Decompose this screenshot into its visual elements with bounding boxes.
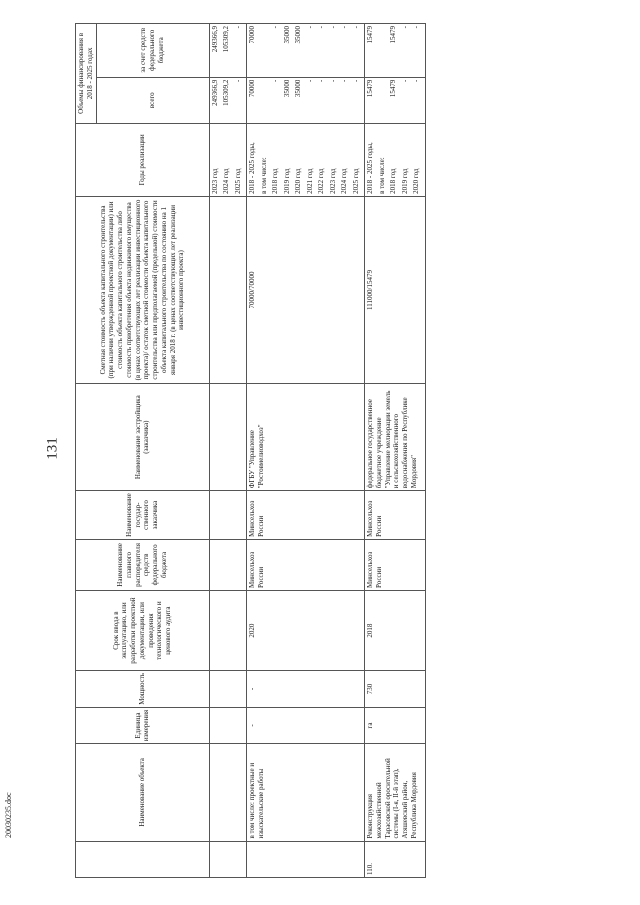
footer-filename: 20030235.doc	[4, 792, 13, 838]
header-term: Срок ввода в эксплуатацию, или разработки проектной документации, или проведения технологического и ценового аудита	[76, 590, 210, 670]
object-capacity: 730	[365, 671, 426, 707]
table-row	[247, 24, 365, 878]
header-unit: Единица измерения	[76, 707, 210, 743]
year-label: 2024 год	[340, 168, 348, 194]
amount-value	[378, 26, 390, 75]
amount-value: -	[271, 26, 279, 29]
object-term: 2018	[365, 590, 426, 670]
year-label: 2023 год	[328, 168, 337, 194]
year-label: 2018 - 2025 годы,	[248, 142, 256, 194]
object-distributor: Минсельхоз России	[247, 539, 365, 590]
amount-value: 35000	[294, 26, 302, 44]
object-unit: -	[247, 707, 365, 743]
header-years: Годы реализации	[76, 123, 210, 196]
year-label: 2018 - 2025 годы,	[366, 142, 374, 194]
years-cell	[247, 123, 365, 196]
header-funding: Объемы финансирования в 2018 - 2025 годах	[76, 24, 97, 124]
amount-value: -	[340, 26, 348, 29]
amount-value: -	[233, 79, 242, 82]
year-label: 2018 год	[271, 168, 279, 194]
amount-value: -	[233, 26, 242, 29]
amount-value: 249366,9	[210, 79, 219, 106]
header-distributor: Наименование главного распорядителя средств федерального бюджета	[76, 539, 210, 590]
year-label: 2024 год	[222, 168, 230, 194]
object-term: 2020	[247, 590, 365, 670]
amount-value: -	[400, 79, 409, 82]
amount-value: 35000	[282, 26, 291, 44]
federal-cell	[247, 24, 365, 78]
year-label: 2022 год	[317, 168, 325, 194]
amount-value: -	[351, 26, 360, 29]
header-developer: Наименование застройщика (заказчика)	[76, 384, 210, 491]
amount-value	[260, 26, 272, 75]
rotated-table-sheet	[75, 23, 635, 878]
amount-value: 15479	[389, 26, 397, 44]
federal-cell	[365, 24, 426, 78]
year-label: 2025 год	[233, 168, 242, 194]
amount-value: -	[317, 26, 325, 29]
amount-value: -	[400, 26, 409, 29]
object-developer: федеральное государственное бюджетное учреждение "Управление мелиорации земель и сельскохозяйственного водоснабжения по Республике Мордовия"	[365, 384, 426, 491]
header-customer: Наименование государ-ственного заказчика	[76, 491, 210, 540]
year-label: 2019 год	[400, 168, 409, 194]
year-label: 2018 год	[389, 168, 397, 194]
table-row	[365, 24, 426, 878]
amount-value: 70000	[248, 26, 256, 44]
amount-value: -	[340, 79, 348, 82]
object-distributor: Минсельхоз России	[365, 539, 426, 590]
amount-value	[260, 80, 272, 121]
object-name: Реконструкция межхозяйственной Тарасовской оросительной системы (I-я, II-й этап), Атяшевский район, Республика Мордовия	[365, 744, 426, 841]
amount-value: -	[305, 79, 314, 82]
year-label: 2020 год	[294, 168, 302, 194]
amount-value: -	[351, 79, 360, 82]
amount-value: 15479	[366, 79, 374, 98]
amount-value: -	[412, 26, 420, 29]
object-customer: Минсельхоз России	[247, 491, 365, 540]
amount-value	[378, 80, 390, 121]
year-label: 2025 год	[351, 168, 360, 194]
table-row	[209, 24, 247, 878]
object-developer: ФГБУ "Управление "Ростовмелиоводхоз"	[247, 384, 365, 491]
amount-value: -	[328, 79, 337, 82]
object-cost: 111000/15479	[365, 196, 426, 383]
year-label: в том числе:	[259, 157, 268, 194]
amount-value: 70000	[248, 79, 256, 98]
amount-value: 105309,2	[222, 26, 230, 53]
header-federal: за счет средств федерального бюджета	[96, 24, 209, 78]
amount-value: -	[328, 26, 337, 29]
year-label: 2020 год	[412, 168, 420, 194]
object-name: в том числе: проектные и изыскательские работы	[247, 744, 365, 841]
amount-value: 15479	[389, 79, 397, 98]
header-capacity: Мощность	[76, 671, 210, 707]
year-label: 2019 год	[282, 168, 291, 194]
investment-table	[75, 23, 426, 878]
amount-value: 35000	[282, 79, 291, 98]
amount-value: -	[317, 79, 325, 82]
top-federal-cell	[209, 24, 247, 78]
amount-value: 15479	[366, 26, 374, 44]
year-label: 2021 год	[305, 168, 314, 194]
amount-value: -	[305, 26, 314, 29]
object-capacity: -	[247, 671, 365, 707]
total-cell	[247, 77, 365, 123]
header-num	[76, 841, 210, 877]
years-cell	[365, 123, 426, 196]
amount-value: -	[271, 79, 279, 82]
total-cell	[365, 77, 426, 123]
year-label: 2023 год	[210, 168, 219, 194]
amount-value: -	[412, 79, 420, 82]
object-cost: 70000/70000	[247, 196, 365, 383]
object-number: 110.	[365, 841, 426, 877]
amount-value: 105309,2	[222, 79, 230, 106]
object-customer: Минсельхоз России	[365, 491, 426, 540]
top-total-cell	[209, 77, 247, 123]
header-total: всего	[96, 77, 209, 123]
page-number: 131	[44, 437, 61, 460]
header-name: Наименование объекта	[76, 744, 210, 841]
header-cost: Сметная стоимость объекта капитального строительства (при наличии утвержденной проектной документации) или стоимость объекта капитального строительства либо стоимость приобретения объекта недвижимого имущества (в ценах соответствующих лет реализации инвестиционного проекта)/ остаток сметной стоимости объекта капитального строительства или предполагаемой (предельной) стоимости объекта капитального строительства по состоянию на 1 января 2018 г. (в ценах соответствующих лет реализации инвестиционного проекта)	[76, 196, 210, 383]
amount-value: 35000	[294, 79, 302, 98]
amount-value: 249366,9	[210, 26, 219, 53]
object-unit: га	[365, 707, 426, 743]
top-years-cell	[209, 123, 247, 196]
header-row	[76, 24, 97, 878]
year-label: в том числе:	[377, 157, 386, 194]
